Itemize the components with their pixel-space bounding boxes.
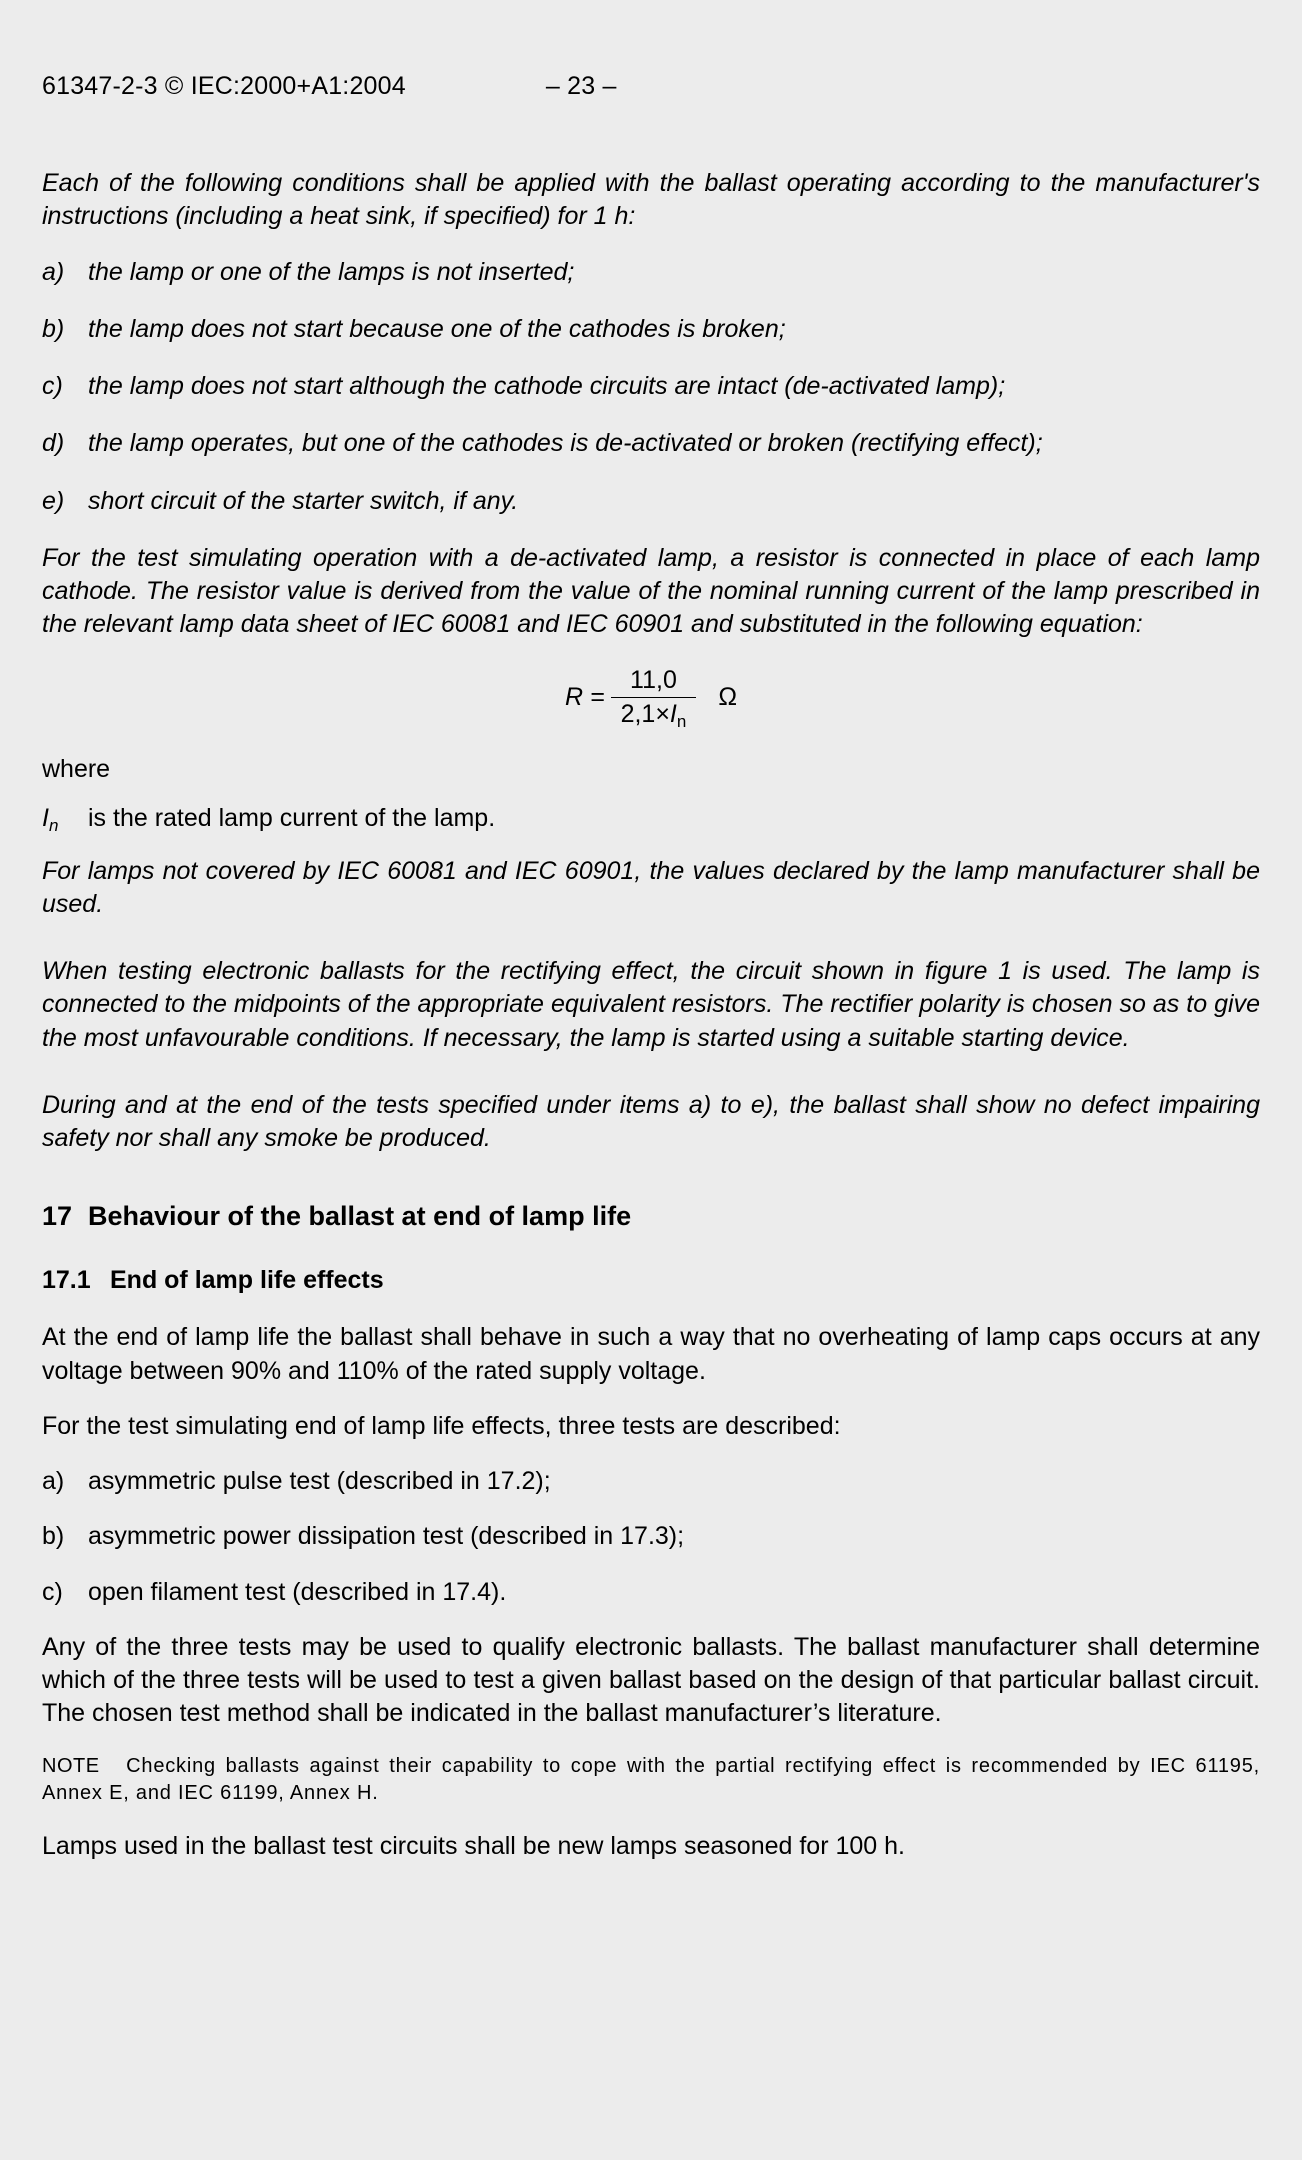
list-marker: a)	[42, 257, 65, 286]
list-marker: b)	[42, 314, 65, 343]
clause-17-1-paragraph-4: Lamps used in the ballast test circuits shall be new lamps seasoned for 100 h.	[42, 1831, 905, 1860]
subclause-number: 17.1	[42, 1266, 91, 1295]
rectifying-paragraph: When testing electronic ballasts for the rectifying effect, the circuit shown in figure 1 is used. The lamp is connected to the midpoints of the appropriate equivalent resistors. The rectifier polarity is chosen so as to give the most unfavourable conditions. If necessary, the lamp is started using a suitable starting device.	[42, 957, 1260, 1052]
list-item	[42, 427, 1260, 460]
list-text: asymmetric pulse test (described in 17.2);	[88, 1467, 551, 1495]
spacer	[42, 943, 1260, 955]
list-text: asymmetric power dissipation test (described in 17.3);	[88, 1522, 685, 1551]
note-label: NOTE	[42, 1754, 100, 1777]
list-item	[42, 1520, 1260, 1553]
clause-number: 17	[42, 1201, 73, 1232]
list-marker: c)	[42, 1577, 63, 1606]
intro-paragraph: Each of the following conditions shall be applied with the ballast operating according to the manufacturer's instructions (including a heat sink, if specified) for 1 h:	[42, 169, 1260, 231]
resistor-equation	[42, 665, 1260, 732]
tests-list	[42, 1465, 1260, 1609]
note-text: Checking ballasts against their capability to cope with the partial rectifying effect is recommended by IEC 61195, Annex E, and IEC 61199, Annex H.	[42, 1754, 1261, 1805]
resistor-paragraph: For the test simulating operation with a de-activated lamp, a resistor is connected in place of each lamp cathode. The resistor value is derived from the value of the nominal running current of the lamp prescribed in the relevant lamp data sheet of IEC 60081 and IEC 60901 and substituted in the following equation:	[42, 543, 1260, 639]
page-header	[42, 72, 1260, 101]
list-item	[42, 256, 1260, 289]
denominator-subscript: n	[676, 712, 687, 732]
definition-symbol	[42, 803, 88, 836]
denominator-prefix: 2,1×	[620, 699, 670, 728]
page-content	[20, 72, 1282, 1863]
equation-denominator	[611, 698, 697, 732]
equation-fraction	[611, 665, 697, 732]
list-text: short circuit of the starter switch, if any.	[88, 486, 519, 515]
list-marker: c)	[42, 372, 63, 400]
subclause-title: End of lamp life effects	[110, 1266, 384, 1295]
denominator-symbol: I	[669, 699, 677, 728]
list-text: the lamp operates, but one of the cathodes is de-activated or broken (rectifying effect);	[88, 429, 1043, 458]
definition-text: is the rated lamp current of the lamp.	[88, 803, 496, 832]
list-marker: d)	[42, 429, 65, 458]
clause-17-1-paragraph-3: Any of the three tests may be used to qualify electronic ballasts. The ballast manufacturer shall determine which of the three tests will be used to test a given ballast based on the design of that particular ballast circuit. The chosen test method shall be indicated in the ballast manufacturer’s literature.	[42, 1632, 1260, 1728]
spacer	[42, 1077, 1260, 1089]
page-number: – 23 –	[545, 72, 617, 100]
list-text: the lamp does not start although the cathode circuits are intact (de-activated lamp);	[88, 372, 1006, 400]
clause-17-1-paragraph-2: For the test simulating end of lamp life effects, three tests are described:	[42, 1411, 841, 1440]
list-marker: b)	[42, 1522, 65, 1551]
conditions-list	[42, 256, 1260, 518]
list-item	[42, 1576, 1260, 1609]
list-text: the lamp or one of the lamps is not inserted;	[88, 257, 575, 286]
equation-numerator: 11,0	[630, 665, 677, 694]
list-item	[42, 313, 1260, 346]
document-identifier: 61347-2-3 © IEC:2000+A1:2004	[42, 72, 406, 100]
note-block	[42, 1753, 1260, 1808]
clause-17-1-heading	[42, 1266, 1260, 1295]
list-text: the lamp does not start because one of the cathodes is broken;	[88, 314, 786, 343]
definition-symbol-letter: I	[42, 803, 49, 832]
where-label: where	[42, 754, 111, 783]
clause-17-heading	[42, 1201, 1260, 1232]
list-marker: a)	[42, 1467, 65, 1495]
equation-lhs: R =	[564, 682, 605, 711]
not-covered-paragraph: For lamps not covered by IEC 60081 and IEC 60901, the values declared by the lamp manufacturer shall be used.	[42, 856, 1260, 918]
equation-unit: Ω	[718, 682, 738, 711]
symbol-definition	[42, 803, 1260, 836]
clause-17-1-paragraph-1: At the end of lamp life the ballast shall behave in such a way that no overheating of lamp caps occurs at any voltage between 90% and 110% of the rated supply voltage.	[42, 1323, 1260, 1385]
list-marker: e)	[42, 486, 65, 515]
list-item	[42, 1465, 1260, 1498]
definition-symbol-subscript: n	[48, 816, 59, 836]
list-item	[42, 485, 1260, 518]
during-paragraph: During and at the end of the tests specified under items a) to e), the ballast shall show no defect impairing safety nor shall any smoke be produced.	[42, 1090, 1260, 1152]
list-text: open filament test (described in 17.4).	[88, 1577, 507, 1606]
clause-title: Behaviour of the ballast at end of lamp life	[88, 1201, 632, 1232]
list-item	[42, 370, 1260, 403]
